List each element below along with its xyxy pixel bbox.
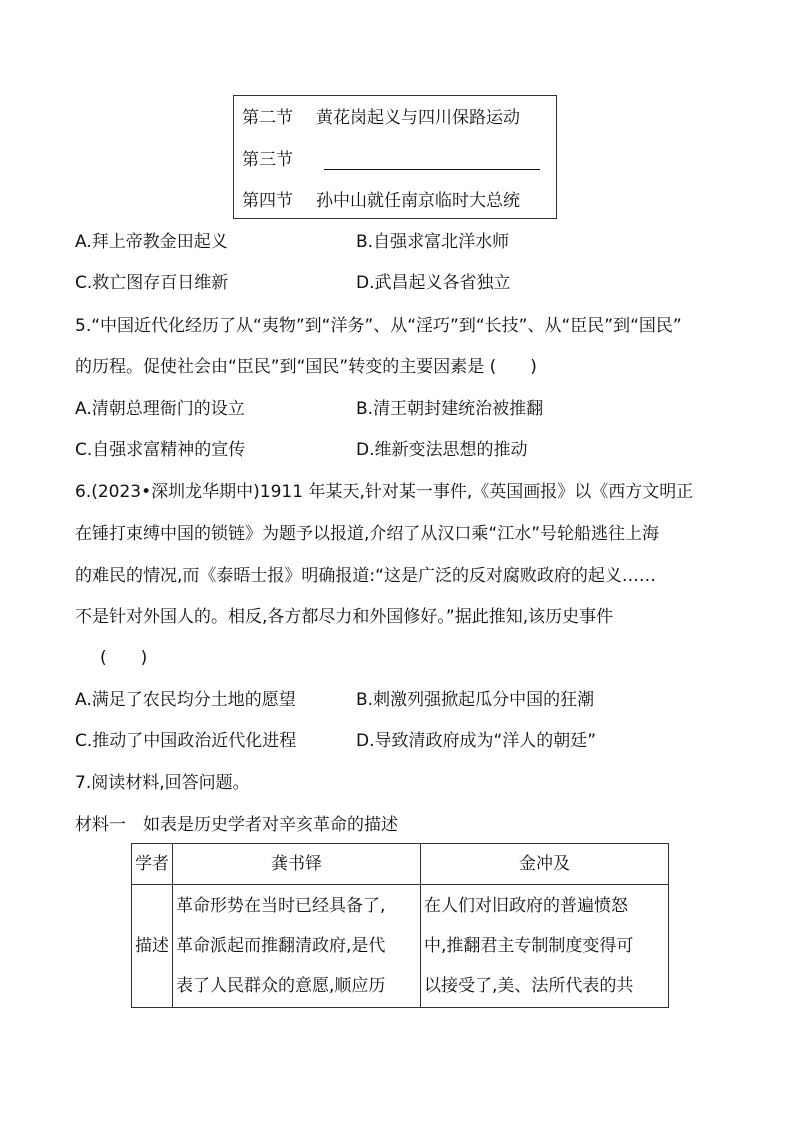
q6-option-c: C.推动了中国政治近代化进程 (75, 731, 297, 751)
description-line: 革命形势在当时已经具备了, (176, 896, 386, 916)
q7-stem: 7.阅读材料,回答问题。 (75, 773, 250, 793)
table-row (132, 885, 669, 1008)
q4-option-c: C.救亡图存百日维新 (75, 273, 229, 293)
description-jin (421, 885, 669, 1008)
chapter-outline-box (233, 95, 557, 219)
q5-option-d: D.维新变法思想的推动 (356, 440, 528, 460)
q6-stem-line3: 的难民的情况,而《泰晤士报》明确报道:“这是广泛的反对腐败政府的起义…… (75, 566, 656, 586)
answer-blank (324, 169, 540, 170)
outline-row-2 (242, 108, 520, 128)
header-cell-jin: 金冲及 (421, 844, 669, 885)
header-cell-scholar: 学者 (132, 844, 173, 885)
header-cell-gong: 龚书铎 (173, 844, 421, 885)
q6-option-d: D.导致清政府成为“洋人的朝廷” (356, 731, 597, 751)
q5-stem-line1: 5.“中国近代化经历了从“夷物”到“洋务”、从“淫巧”到“长技”、从“臣民”到“国民” (75, 316, 682, 336)
q7-material-title: 材料一 如表是历史学者对辛亥革命的描述 (75, 815, 398, 835)
section-label: 第三节 (242, 150, 293, 170)
section-title: 孙中山就任南京临时大总统 (316, 191, 520, 211)
q6-answer-paren: ( ) (100, 648, 148, 668)
q4-option-a: A.拜上帝教金田起义 (75, 232, 228, 252)
description-line: 革命派起而推翻清政府,是代 (176, 936, 386, 956)
scholar-table (131, 843, 669, 1008)
q6-option-a: A.满足了农民均分土地的愿望 (75, 690, 296, 710)
section-label: 第二节 (242, 108, 293, 128)
q4-option-b: B.自强求富北洋水师 (356, 232, 510, 252)
q5-option-c: C.自强求富精神的宣传 (75, 440, 246, 460)
outline-row-3 (242, 150, 316, 170)
description-line: 以接受了,美、法所代表的共 (424, 976, 634, 996)
description-line: 在人们对旧政府的普遍愤怒 (424, 896, 628, 916)
row-label: 描述 (132, 885, 173, 1008)
q5-stem-line2: 的历程。促使社会由“臣民”到“国民”转变的主要因素是 ( ) (75, 357, 537, 377)
q5-option-b: B.清王朝封建统治被推翻 (356, 399, 544, 419)
q6-stem-line1: 6.(2023•深圳龙华期中)1911 年某天,针对某一事件,《英国画报》以《西方文明正 (75, 482, 694, 502)
section-label: 第四节 (242, 191, 293, 211)
outline-row-4 (242, 191, 520, 211)
section-title: 黄花岗起义与四川保路运动 (316, 108, 520, 128)
description-line: 表了人民群众的意愿,顺应历 (176, 976, 386, 996)
q6-stem-line4: 不是针对外国人的。相反,各方都尽力和外国修好。”据此推知,该历史事件 (75, 607, 614, 627)
description-line: 中,推翻君主专制制度变得可 (424, 936, 634, 956)
description-gong (173, 885, 421, 1008)
table-header-row (132, 844, 669, 885)
q5-option-a: A.清朝总理衙门的设立 (75, 399, 245, 419)
q6-stem-line2: 在锤打束缚中国的锁链》为题予以报道,介绍了从汉口乘“江水”号轮船逃往上海 (75, 524, 660, 544)
q4-option-d: D.武昌起义各省独立 (356, 273, 511, 293)
q6-option-b: B.刺激列强掀起瓜分中国的狂潮 (356, 690, 595, 710)
